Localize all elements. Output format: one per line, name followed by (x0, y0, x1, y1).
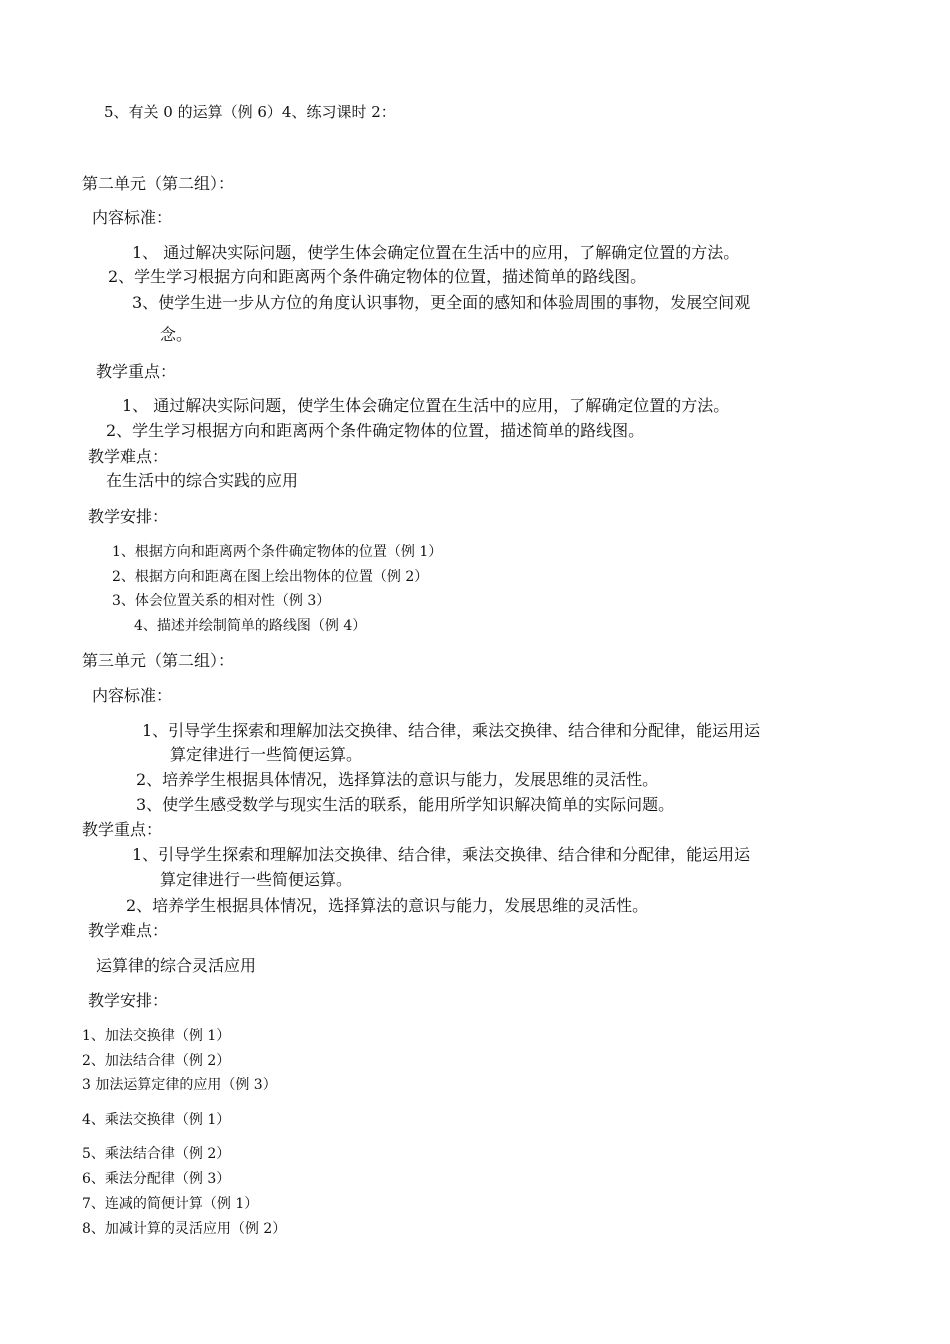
unit3-arrangement-item: 7、连减的简便计算（例 1） (82, 1196, 259, 1212)
unit3-content-item: 2、培养学生根据具体情况，选择算法的意识与能力，发展思维的灵活性。 (136, 770, 659, 789)
unit3-arrangement-label: 教学安排： (88, 991, 169, 1010)
unit2-heading: 第二单元（第二组）： (82, 174, 235, 193)
unit2-key-item: 2、学生学习根据方向和距离两个条件确定物体的位置，描述简单的路线图。 (106, 421, 645, 440)
unit2-content-label: 内容标准： (92, 208, 173, 227)
unit3-arrangement-item: 8、加减计算的灵活应用（例 2） (82, 1221, 287, 1237)
unit3-key-item: 2、培养学生根据具体情况，选择算法的意识与能力，发展思维的灵活性。 (126, 896, 649, 915)
unit3-heading: 第三单元（第二组）： (82, 651, 235, 670)
unit2-key-label: 教学重点： (96, 362, 177, 381)
unit2-arrangement-item: 4、描述并绘制简单的路线图（例 4） (134, 618, 367, 634)
unit2-arrangement-item: 1、根据方向和距离两个条件确定物体的位置（例 1） (112, 544, 443, 560)
unit3-difficulty-label: 教学难点： (88, 921, 169, 940)
unit3-arrangement-item: 1、加法交换律（例 1） (82, 1028, 231, 1044)
unit3-content-item: 3、使学生感受数学与现实生活的联系，能用所学知识解决简单的实际问题。 (136, 795, 675, 814)
unit2-key-item: 1、 通过解决实际问题，使学生体会确定位置在生活中的应用，了解确定位置的方法。 (122, 396, 730, 415)
unit3-arrangement-item: 6、乘法分配律（例 3） (82, 1171, 231, 1187)
unit3-arrangement-item: 2、加法结合律（例 2） (82, 1053, 231, 1069)
intro-line: 5、有关 0 的运算（例 6）4、练习课时 2： (104, 103, 396, 121)
unit3-difficulty: 运算律的综合灵活应用 (96, 956, 257, 975)
unit3-arrangement-item: 3 加法运算定律的应用（例 3） (82, 1077, 277, 1093)
unit2-arrangement-item: 3、体会位置关系的相对性（例 3） (112, 593, 331, 609)
unit2-content-item: 2、学生学习根据方向和距离两个条件确定物体的位置，描述简单的路线图。 (108, 267, 647, 286)
unit3-content-item: 算定律进行一些简便运算。 (170, 745, 363, 764)
unit2-difficulty-label: 教学难点： (88, 447, 169, 466)
unit3-key-label: 教学重点： (82, 820, 163, 839)
unit2-content-item: 1、 通过解决实际问题，使学生体会确定位置在生活中的应用，了解确定位置的方法。 (132, 243, 740, 262)
unit2-arrangement-label: 教学安排： (88, 507, 169, 526)
unit3-arrangement-item: 4、乘法交换律（例 1） (82, 1112, 231, 1128)
unit3-content-item: 1、引导学生探索和理解加法交换律、结合律，乘法交换律、结合律和分配律，能运用运 (142, 721, 761, 740)
unit3-arrangement-item: 5、乘法结合律（例 2） (82, 1146, 231, 1162)
unit3-key-item: 算定律进行一些简便运算。 (160, 870, 353, 889)
unit2-content-item: 念。 (160, 325, 193, 344)
unit2-difficulty: 在生活中的综合实践的应用 (106, 471, 299, 490)
unit3-content-label: 内容标准： (92, 686, 173, 705)
unit2-content-item: 3、使学生进一步从方位的角度认识事物，更全面的感知和体验周围的事物，发展空间观 (132, 293, 751, 312)
unit3-key-item: 1、引导学生探索和理解加法交换律、结合律，乘法交换律、结合律和分配律，能运用运 (132, 845, 751, 864)
unit2-arrangement-item: 2、根据方向和距离在图上绘出物体的位置（例 2） (112, 569, 429, 585)
